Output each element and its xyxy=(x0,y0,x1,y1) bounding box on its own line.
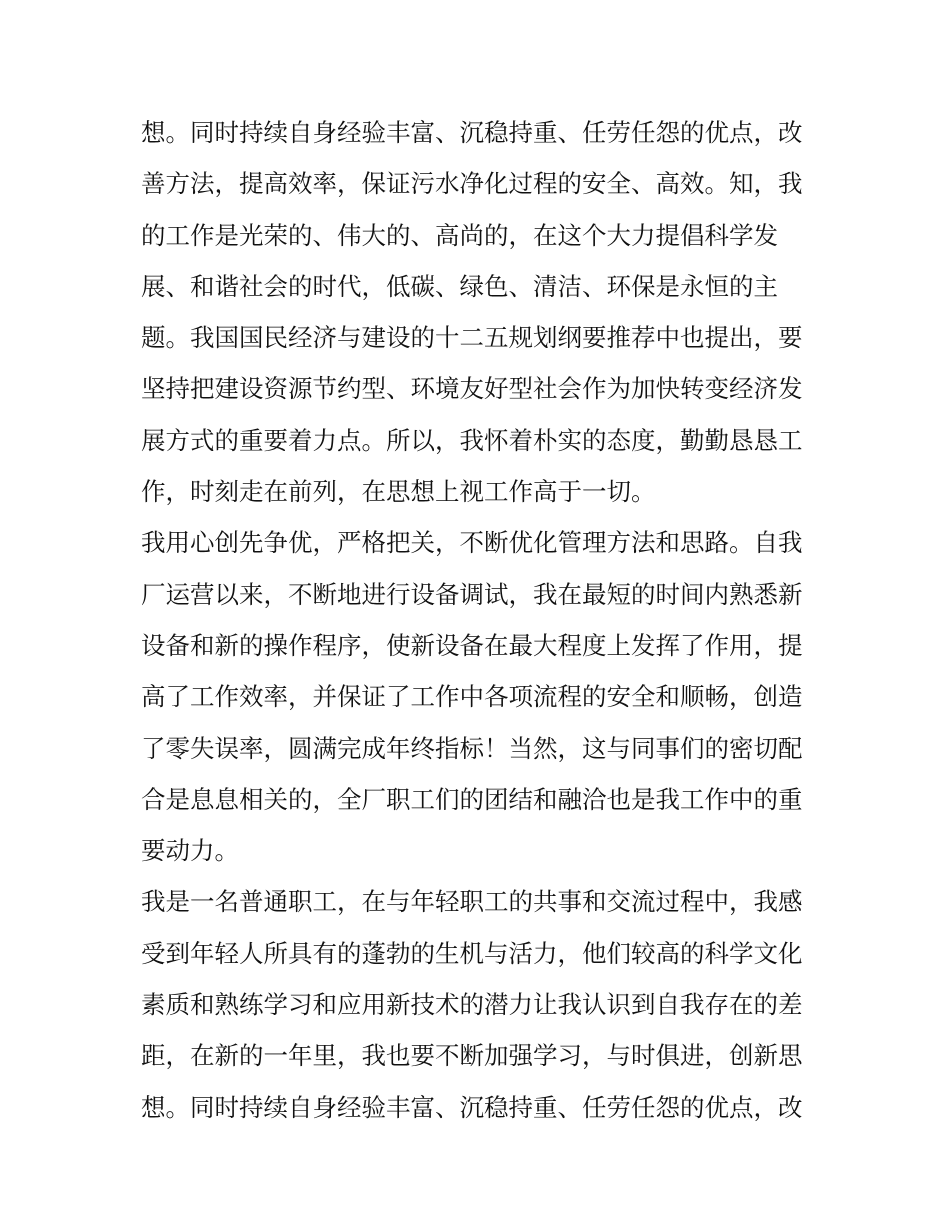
text-line: 高了工作效率，并保证了工作中各项流程的安全和顺畅，创造 xyxy=(141,682,803,712)
document-body xyxy=(141,107,821,1133)
text-line: 了零失误率，圆满完成年终指标！当然，这与同事们的密切配 xyxy=(141,733,803,763)
text-line: 我用心创先争优，严格把关，不断优化管理方法和思路。自我 xyxy=(141,528,803,558)
text-line: 合是息息相关的，全厂职工们的团结和融洽也是我工作中的重 xyxy=(141,784,803,814)
text-line: 作，时刻走在前列，在思想上视工作高于一切。 xyxy=(141,477,656,507)
text-line: 要动力。 xyxy=(141,836,239,866)
text-line: 善方法，提高效率，保证污水净化过程的安全、高效。知，我 xyxy=(141,169,803,199)
text-line: 展方式的重要着力点。所以，我怀着朴实的态度，勤勤恳恳工 xyxy=(141,425,803,455)
text-line: 距，在新的一年里，我也要不断加强学习，与时俱进，创新思 xyxy=(141,1041,803,1071)
text-line: 厂运营以来，不断地进行设备调试，我在最短的时间内熟悉新 xyxy=(141,579,803,609)
text-line: 想。同时持续自身经验丰富、沉稳持重、任劳任怨的优点，改 xyxy=(141,1092,803,1122)
text-line: 的工作是光荣的、伟大的、高尚的，在这个大力提倡科学发 xyxy=(141,220,778,250)
text-line: 想。同时持续自身经验丰富、沉稳持重、任劳任怨的优点，改 xyxy=(141,118,803,147)
text-line: 设备和新的操作程序，使新设备在最大程度上发挥了作用，提 xyxy=(141,630,803,660)
text-line: 我是一名普通职工，在与年轻职工的共事和交流过程中，我感 xyxy=(141,887,803,917)
text-line: 题。我国国民经济与建设的十二五规划纲要推荐中也提出，要 xyxy=(141,323,803,353)
text-line: 展、和谐社会的时代，低碳、绿色、清洁、环保是永恒的主 xyxy=(141,271,778,301)
text-line: 素质和熟练学习和应用新技术的潜力让我认识到自我存在的差 xyxy=(141,990,803,1020)
text-line: 受到年轻人所具有的蓬勃的生机与活力，他们较高的科学文化 xyxy=(141,938,803,968)
text-line: 坚持把建设资源节约型、环境友好型社会作为加快转变经济发 xyxy=(141,374,803,404)
